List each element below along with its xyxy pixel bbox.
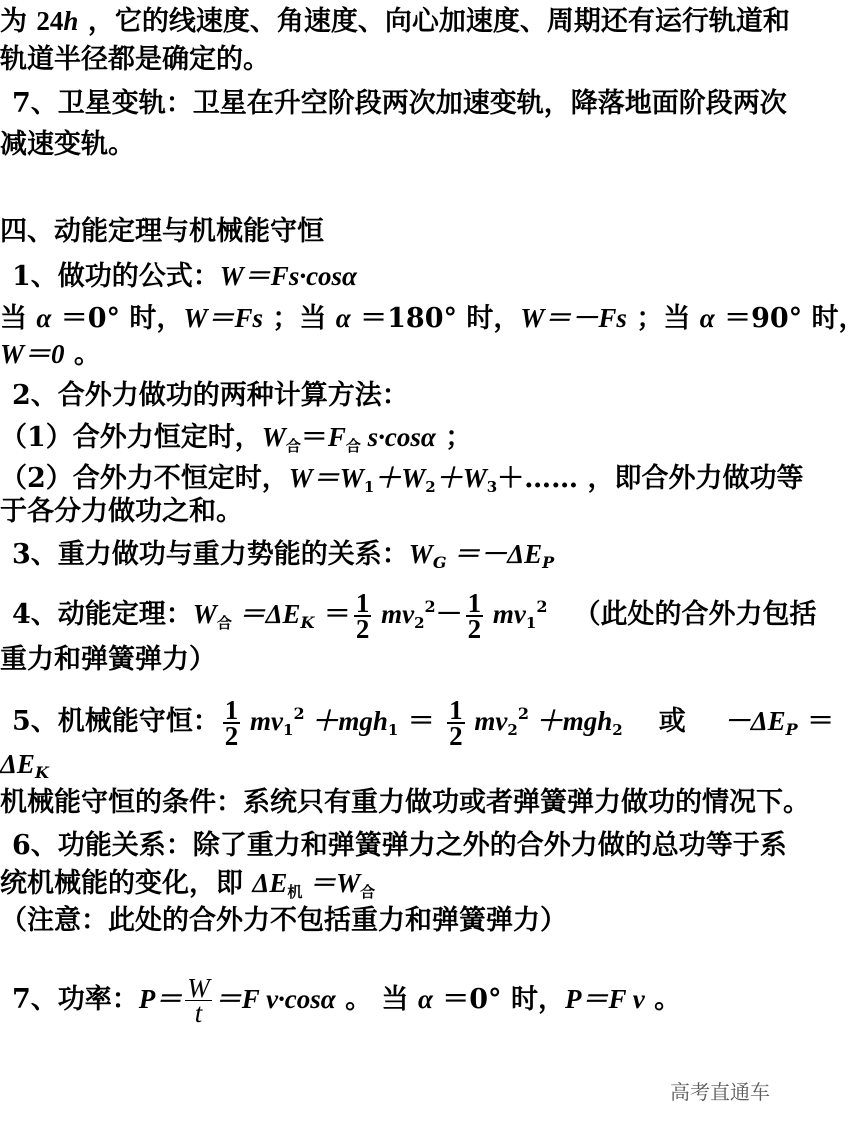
work-cases-line: 当 α ＝0° 时，W＝Fs ；当 α ＝180° 时，W＝－Fs ；当 α ＝90° 时，	[0, 303, 866, 334]
paragraph-line-1: 为 24h ，它的线速度、角速度、向心加速度、周期还有运行轨道和	[0, 6, 790, 37]
gravity-work-relation: 3、重力做功与重力势能的关系：WG ＝－ΔEP	[12, 539, 555, 572]
half-fraction: $\frac{1}{2}$	[224, 694, 239, 751]
satellite-orbit-change-line-2: 减速变轨。	[0, 129, 135, 160]
work-energy-note: （注意：此处的合外力不包括重力和弹簧弹力）	[0, 905, 567, 936]
satellite-orbit-change-line: 7、卫星变轨：卫星在升空阶段两次加速变轨，降落地面阶段两次	[12, 88, 787, 119]
work-formula-line: 1、做功的公式：W＝Fs·cosα	[12, 261, 357, 292]
kinetic-energy-theorem-note: 重力和弹簧弹力）	[0, 644, 216, 675]
section-title: 四、动能定理与机械能守恒	[0, 216, 324, 247]
work-energy-relation-line-2: 统机械能的变化，即 $\Delta E_机 =W_合$	[0, 868, 376, 901]
mechanical-energy-conservation-line-2: ΔEK	[0, 749, 49, 782]
work-energy-relation: 6、功能关系：除了重力和弹簧弹力之外的合外力做的总功等于系	[12, 830, 787, 861]
net-work-method-1: （1）合外力恒定时，$W_合=F_合$ s·cosα ；	[0, 422, 473, 455]
net-work-methods-title: 2、合外力做功的两种计算方法：	[12, 380, 409, 411]
power-fraction: $\frac{W}{t}$	[187, 973, 210, 1028]
conservation-condition: 机械能守恒的条件：系统只有重力做功或者弹簧弹力做功的情况下。	[0, 787, 810, 818]
mechanical-energy-conservation: 5、机械能守恒： $\frac{1}{2}$ $mv_1^2 +mgh_1$ ＝ $\frac{1}{2}$ $mv_2^2 +mgh_2$ 或 －ΔEP ＝	[12, 694, 835, 751]
half-fraction: $\frac{1}{2}$	[467, 587, 482, 644]
kinetic-energy-theorem: 4、动能定理：$W_合 =\Delta EK$ ＝ $\frac{1}{2}$ $mv_2^2-$ $\frac{1}{2}$ $mv_1^2$ （此处的合外力包括	[12, 587, 817, 644]
watermark: 高考直通车	[670, 1080, 770, 1104]
half-fraction: $\frac{1}{2}$	[449, 694, 463, 751]
net-work-method-2-line-2: 于各分力做功之和。	[0, 496, 243, 527]
work-cases-line-2: W＝0 。	[0, 339, 101, 370]
half-fraction: $\frac{1}{2}$	[355, 587, 370, 644]
paragraph-line-2: 轨道半径都是确定的。	[0, 44, 270, 75]
power-formula: 7、功率：P＝ $\frac{W}{t}$ ＝F v·cosα 。 当 α ＝0° 时，P＝F v 。	[12, 973, 682, 1028]
net-work-method-2: （2）合外力不恒定时，$W=W_1+W_2+W_3+\dots\dots$ ，即合外力做功等	[0, 463, 804, 496]
